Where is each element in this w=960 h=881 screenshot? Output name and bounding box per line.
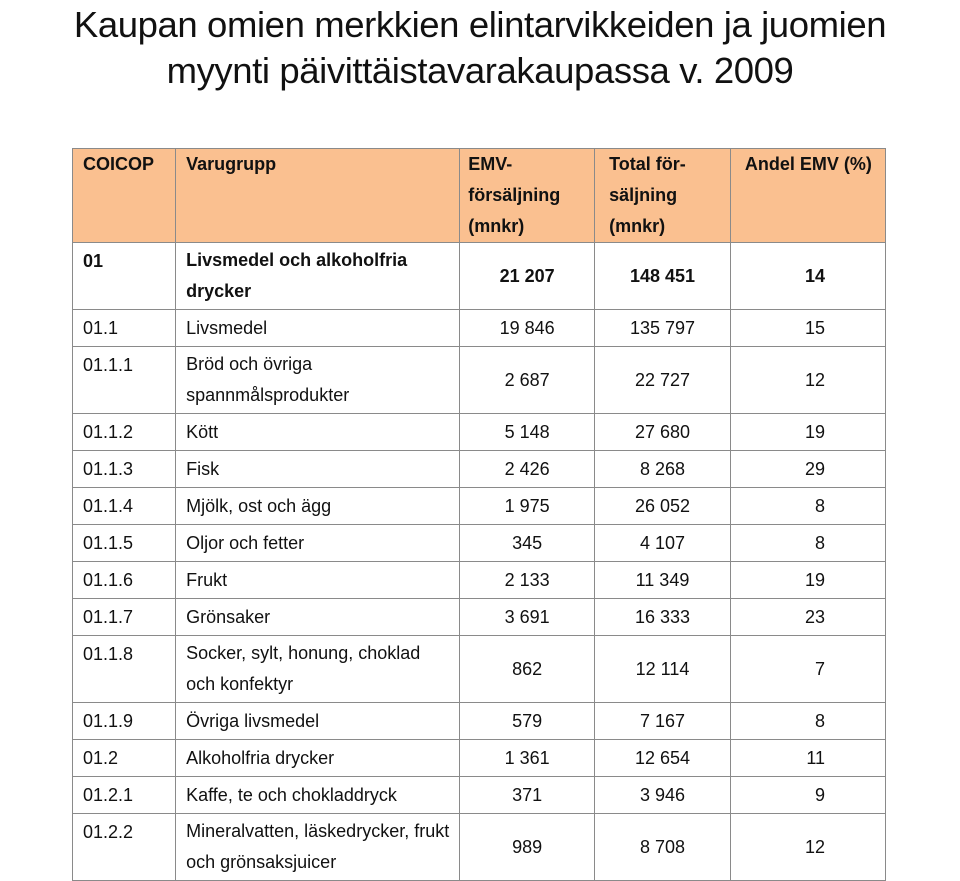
coicop-cell: 01.2.2: [73, 814, 176, 881]
emv-cell: 2 426: [460, 451, 595, 488]
andel-cell: 23: [730, 599, 885, 636]
col-header-coicop: COICOP: [73, 149, 176, 243]
coicop-cell: 01.1.8: [73, 636, 176, 703]
table-row: [73, 562, 886, 599]
title-line-2: myynti päivittäistavarakaupassa v. 2009: [166, 50, 794, 91]
varugrupp-cell: Övriga livsmedel: [176, 703, 460, 740]
varugrupp-cell: Mjölk, ost och ägg: [176, 488, 460, 525]
total-cell: 12 654: [595, 740, 731, 777]
page-title: [0, 0, 960, 94]
col-header-varugrupp: Varugrupp: [176, 149, 460, 243]
andel-cell: 19: [730, 562, 885, 599]
coicop-cell: 01.1.1: [73, 347, 176, 414]
andel-cell: 12: [730, 814, 885, 881]
andel-cell: 15: [730, 310, 885, 347]
table-row: [73, 599, 886, 636]
coicop-cell: 01: [73, 243, 176, 310]
emv-cell: 989: [460, 814, 595, 881]
emv-cell: 579: [460, 703, 595, 740]
emv-cell: 2 133: [460, 562, 595, 599]
emv-cell: 862: [460, 636, 595, 703]
coicop-cell: 01.1: [73, 310, 176, 347]
coicop-cell: 01.1.3: [73, 451, 176, 488]
andel-cell: 8: [730, 525, 885, 562]
coicop-cell: 01.2.1: [73, 777, 176, 814]
andel-cell: 29: [730, 451, 885, 488]
varugrupp-cell: Fisk: [176, 451, 460, 488]
coicop-cell: 01.2: [73, 740, 176, 777]
table-row: [73, 703, 886, 740]
table-row: [73, 777, 886, 814]
total-cell: 22 727: [595, 347, 731, 414]
coicop-cell: 01.1.2: [73, 414, 176, 451]
emv-cell: 1 975: [460, 488, 595, 525]
table-row: [73, 414, 886, 451]
total-cell: 7 167: [595, 703, 731, 740]
title-line-1: Kaupan omien merkkien elintarvikkeiden ja juomien: [73, 4, 887, 45]
varugrupp-cell: Kaffe, te och chokladdryck: [176, 777, 460, 814]
col-header-total: Total för-säljning (mnkr): [595, 149, 731, 243]
emv-cell: 1 361: [460, 740, 595, 777]
table-row: [73, 310, 886, 347]
table-row: [73, 525, 886, 562]
emv-cell: 21 207: [460, 243, 595, 310]
total-cell: 4 107: [595, 525, 731, 562]
col-header-emv: EMV-försäljning (mnkr): [460, 149, 595, 243]
andel-cell: 19: [730, 414, 885, 451]
emv-cell: 5 148: [460, 414, 595, 451]
andel-cell: 12: [730, 347, 885, 414]
varugrupp-cell: Livsmedel: [176, 310, 460, 347]
table-row: [73, 740, 886, 777]
total-cell: 11 349: [595, 562, 731, 599]
total-cell: 8 268: [595, 451, 731, 488]
emv-cell: 3 691: [460, 599, 595, 636]
emv-cell: 345: [460, 525, 595, 562]
total-cell: 16 333: [595, 599, 731, 636]
varugrupp-cell: Alkoholfria drycker: [176, 740, 460, 777]
andel-cell: 9: [730, 777, 885, 814]
andel-cell: 8: [730, 488, 885, 525]
total-cell: 27 680: [595, 414, 731, 451]
emv-cell: 371: [460, 777, 595, 814]
emv-cell: 2 687: [460, 347, 595, 414]
varugrupp-cell: Livsmedel och alkoholfria drycker: [176, 243, 460, 310]
total-cell: 148 451: [595, 243, 731, 310]
andel-cell: 8: [730, 703, 885, 740]
varugrupp-cell: Grönsaker: [176, 599, 460, 636]
sales-table: [72, 148, 886, 881]
varugrupp-cell: Socker, sylt, honung, choklad och konfektyr: [176, 636, 460, 703]
coicop-cell: 01.1.7: [73, 599, 176, 636]
varugrupp-cell: Kött: [176, 414, 460, 451]
table-row: [73, 636, 886, 703]
table-body: [73, 243, 886, 881]
table-row: [73, 814, 886, 881]
table-row: [73, 451, 886, 488]
coicop-cell: 01.1.5: [73, 525, 176, 562]
table-header-row: [73, 149, 886, 243]
total-cell: 8 708: [595, 814, 731, 881]
andel-cell: 14: [730, 243, 885, 310]
table-row: [73, 243, 886, 310]
total-cell: 26 052: [595, 488, 731, 525]
varugrupp-cell: Mineralvatten, läskedrycker, frukt och grönsaksjuicer: [176, 814, 460, 881]
col-header-andel: Andel EMV (%): [730, 149, 885, 243]
emv-cell: 19 846: [460, 310, 595, 347]
table-row: [73, 347, 886, 414]
varugrupp-cell: Frukt: [176, 562, 460, 599]
total-cell: 12 114: [595, 636, 731, 703]
andel-cell: 7: [730, 636, 885, 703]
total-cell: 135 797: [595, 310, 731, 347]
coicop-cell: 01.1.6: [73, 562, 176, 599]
coicop-cell: 01.1.9: [73, 703, 176, 740]
varugrupp-cell: Oljor och fetter: [176, 525, 460, 562]
table-row: [73, 488, 886, 525]
coicop-cell: 01.1.4: [73, 488, 176, 525]
andel-cell: 11: [730, 740, 885, 777]
varugrupp-cell: Bröd och övriga spannmålsprodukter: [176, 347, 460, 414]
total-cell: 3 946: [595, 777, 731, 814]
